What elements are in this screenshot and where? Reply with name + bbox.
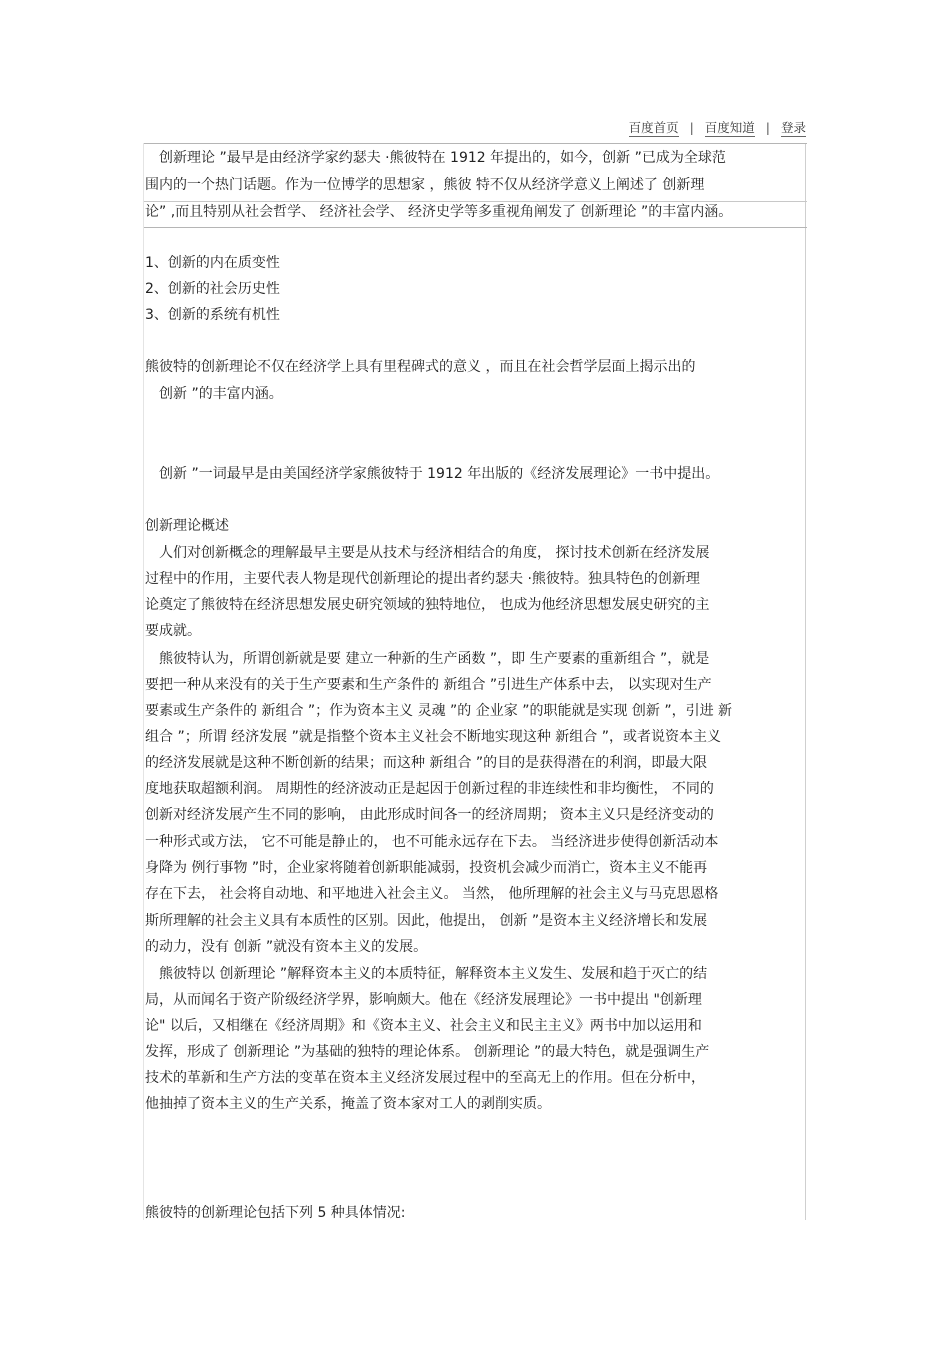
intro-line: 创新理论 ”最早是由经济学家约瑟夫 ·熊彼特在 1912 年提出的，如今，创新 ”已成为全球范	[159, 150, 726, 166]
paragraph-line: 创新 ”的丰富内涵。	[159, 386, 283, 402]
body-line: 发挥，形成了 创新理论 ”为基础的独特的理论体系。 创新理论 ”的最大特色，就是强调生产	[145, 1044, 710, 1060]
intro-box	[144, 143, 807, 228]
body-line: 论" 以后，又相继在《经济周期》和《资本主义、社会主义和民主主义》两书中加以运用和	[145, 1018, 702, 1034]
list-item: 3、创新的系统有机性	[145, 307, 280, 323]
body-line: 存在下去， 社会将自动地、和平地进入社会主义。 当然， 他所理解的社会主义与马克思恩格	[145, 886, 719, 902]
section-heading: 创新理论概述	[145, 518, 229, 534]
nav-link-baidu-zhidao[interactable]: 百度知道	[704, 120, 755, 135]
body-line: 创新对经济发展产生不同的影响， 由此形成时间各一的经济周期； 资本主义只是经济变动的	[145, 807, 714, 823]
nav-link-baidu-home[interactable]: 百度首页	[628, 120, 679, 135]
body-line: 的经济发展就是这种不断创新的结果；而这种 新组合 ”的目的是获得潜在的利润，即最大限	[145, 755, 708, 771]
body-line: 度地获取超额利润。 周期性的经济波动正是起因于创新过程的非连续性和非均衡性， 不同的	[145, 781, 714, 797]
body-line: 要把一种从来没有的关于生产要素和生产条件的 新组合 ”引进生产体系中去， 以实现对生产	[145, 677, 712, 693]
body-line: 技术的革新和生产方法的变革在资本主义经济发展过程中的至高无上的作用。但在分析中，	[145, 1070, 705, 1086]
body-line: 斯所理解的社会主义具有本质性的区别。因此，他提出， 创新 ”是资本主义经济增长和发展	[145, 913, 708, 929]
list-item: 1、创新的内在质变性	[145, 255, 280, 271]
nav-link-login[interactable]: 登录	[780, 120, 806, 135]
list-item: 2、创新的社会历史性	[145, 281, 280, 297]
paragraph-line: 熊彼特的创新理论不仅在经济学上具有里程碑式的意义 ，而且在社会哲学层面上揭示出的	[145, 359, 696, 375]
body-line: 组合 ”；所谓 经济发展 ”就是指整个资本主义社会不断地实现这种 新组合 ”，或者说资本主义	[145, 729, 722, 745]
footer-line: 熊彼特的创新理论包括下列 5 种具体情况:	[145, 1205, 406, 1221]
nav-separator: |	[689, 120, 694, 135]
body-line: 论奠定了熊彼特在经济思想发展史研究领域的独特地位， 也成为他经济思想发展史研究的主	[145, 597, 710, 613]
top-nav	[629, 118, 806, 136]
body-line: 一种形式或方法， 它不可能是静止的， 也不可能永远存在下去。 当经济进步使得创新活动本	[145, 834, 719, 850]
body-line: 过程中的作用，主要代表人物是现代创新理论的提出者约瑟夫 ·熊彼特。独具特色的创新理	[145, 571, 700, 587]
body-line: 的动力，没有 创新 ”就没有资本主义的发展。	[145, 939, 428, 955]
body-line: 要成就。	[145, 623, 201, 639]
body-line: 人们对创新概念的理解最早主要是从技术与经济相结合的角度， 探讨技术创新在经济发展	[159, 545, 710, 561]
nav-separator: |	[765, 120, 770, 135]
article-content	[143, 143, 806, 1220]
body-line: 熊彼特认为，所谓创新就是要 建立一种新的生产函数 ”，即 生产要素的重新组合 ”，就是	[159, 651, 710, 667]
body-line: 他抽掉了资本主义的生产关系，掩盖了资本家对工人的剥削实质。	[145, 1096, 551, 1112]
body-line: 局，从而闻名于资产阶级经济学界，影响颇大。他在《经济发展理论》一书中提出 "创新理	[145, 992, 702, 1008]
paragraph-line: 创新 ”一词最早是由美国经济学家熊彼特于 1912 年出版的《经济发展理论》一书中提出。	[159, 466, 720, 482]
intro-line: 围内的一个热门话题。作为一位博学的思想家 ，熊彼 特不仅从经济学意义上阐述了 创新理	[145, 177, 705, 193]
intro-line: 论” ,而且特别从社会哲学、 经济社会学、 经济史学等多重视角阐发了 创新理论 ”的丰富内涵。	[145, 204, 733, 220]
body-line: 熊彼特以 创新理论 ”解释资本主义的本质特征，解释资本主义发生、发展和趋于灭亡的结	[159, 966, 708, 982]
body-line: 要素或生产条件的 新组合 ”；作为资本主义 灵魂 ”的 企业家 ”的职能就是实现 创新 ”，引进 新	[145, 703, 733, 719]
body-line: 身降为 例行事物 ”时，企业家将随着创新职能减弱，投资机会减少而消亡，资本主义不能再	[145, 860, 708, 876]
